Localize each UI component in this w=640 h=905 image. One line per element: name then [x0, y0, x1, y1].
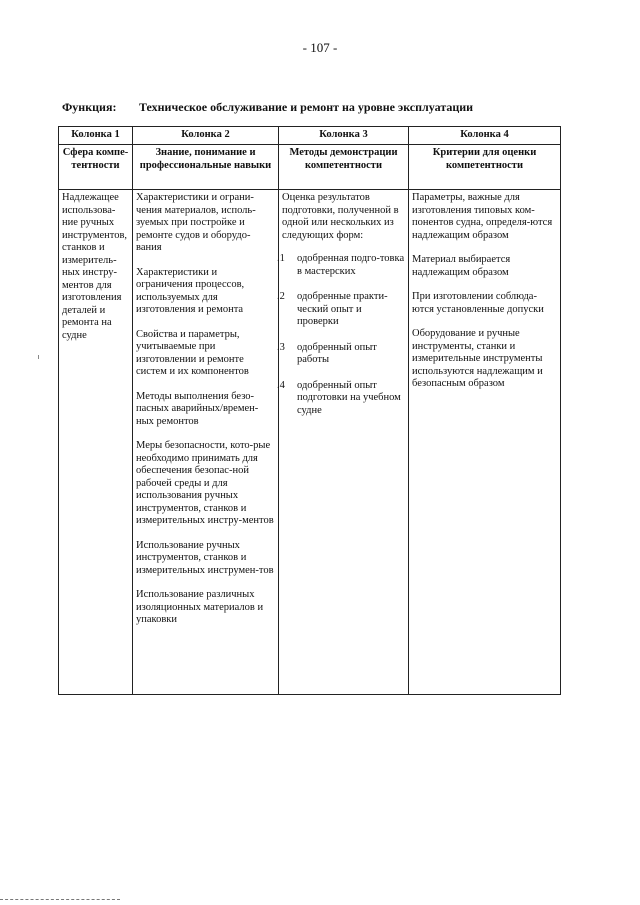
- list-item-text: одобренная подго-товка в мастерских: [297, 253, 405, 277]
- page-number: - 107 -: [302, 40, 338, 55]
- list-item-number: .1: [277, 253, 285, 264]
- criteria-item: При изготовлении соблюда-ются установленные допуски: [412, 291, 544, 315]
- header-competence-area: Сфера компе-тентности: [59, 145, 133, 190]
- table-row: [59, 190, 561, 695]
- list-item-text: одобренные практи-ческий опыт и проверки: [297, 291, 388, 327]
- criteria-item: Материал выбирается надлежащим образом: [412, 254, 511, 278]
- knowledge-item: Характеристики и ограни-чения материалов, исполь-зуемых при постройке и ремонте судов и оборудо-вания: [136, 192, 256, 253]
- knowledge-item: Характеристики и ограничения процессов, используемых для изготовления и ремонта: [136, 266, 245, 315]
- header-demonstration-methods: Методы демонстрации компетентности: [279, 145, 409, 190]
- function-heading: [62, 100, 473, 115]
- column-3-heading: Колонка 3: [279, 127, 409, 145]
- list-item: [277, 253, 405, 278]
- footnote-rule: [0, 899, 120, 901]
- scan-mark: [38, 355, 39, 359]
- header-row: [59, 145, 561, 190]
- knowledge-item: Меры безопасности, кото-рые необходимо принимать для обеспечения безопас-ной рабочей среды и для использования ручных инструментов, станков и измерительных инстру-ментов: [136, 440, 274, 526]
- competence-text: Надлежащее использова-ние ручных инструментов, станков и измеритель-ных инстру-ментов для изготовления деталей и ремонта на судне: [62, 192, 128, 341]
- cell-knowledge: [133, 190, 279, 695]
- list-item: [277, 379, 405, 418]
- methods-intro: Оценка результатов подготовки, полученной в одной или нескольких из следующих форм:: [282, 192, 399, 241]
- list-item-text: одобренный опыт работы: [297, 341, 377, 365]
- list-item-number: .4: [277, 379, 285, 391]
- competence-table: [58, 126, 561, 695]
- list-item-number: .2: [277, 291, 285, 302]
- list-item-number: .3: [277, 341, 285, 353]
- cell-competence-area: [59, 190, 133, 695]
- header-evaluation-criteria: Критерии для оценки компетентности: [409, 145, 561, 190]
- column-4-heading: Колонка 4: [409, 127, 561, 145]
- column-1-heading: Колонка 1: [59, 127, 133, 145]
- criteria-item: Оборудование и ручные инструменты, станки и измерительные инструменты используются надлежащим и безопасным образом: [412, 328, 543, 389]
- knowledge-item: Использование ручных инструментов, станков и измерительных инструмен-тов: [136, 539, 274, 576]
- cell-demonstration-methods: [279, 190, 409, 695]
- list-item: [277, 291, 405, 329]
- knowledge-item: Свойства и параметры, учитываемые при изготовлении и ремонте систем и их компонентов: [136, 328, 249, 377]
- column-2-heading: Колонка 2: [133, 127, 279, 145]
- knowledge-item: Методы выполнения безо-пасных аварийных/времен-ных ремонтов: [136, 390, 259, 427]
- column-number-row: [59, 127, 561, 145]
- cell-evaluation-criteria: [409, 190, 561, 695]
- header-knowledge: Знание, понимание и профессиональные навыки: [133, 145, 279, 190]
- knowledge-item: Использование различных изоляционных материалов и упаковки: [136, 589, 264, 625]
- list-item: [277, 341, 405, 367]
- function-title: Техническое обслуживание и ремонт на уровне эксплуатации: [139, 100, 474, 114]
- function-label: Функция:: [62, 100, 117, 114]
- list-item-text: одобренный опыт подготовки на учебном судне: [297, 379, 401, 416]
- criteria-item: Параметры, важные для изготовления типовых ком-понентов судна, определя-ются надлежащим образом: [412, 192, 553, 241]
